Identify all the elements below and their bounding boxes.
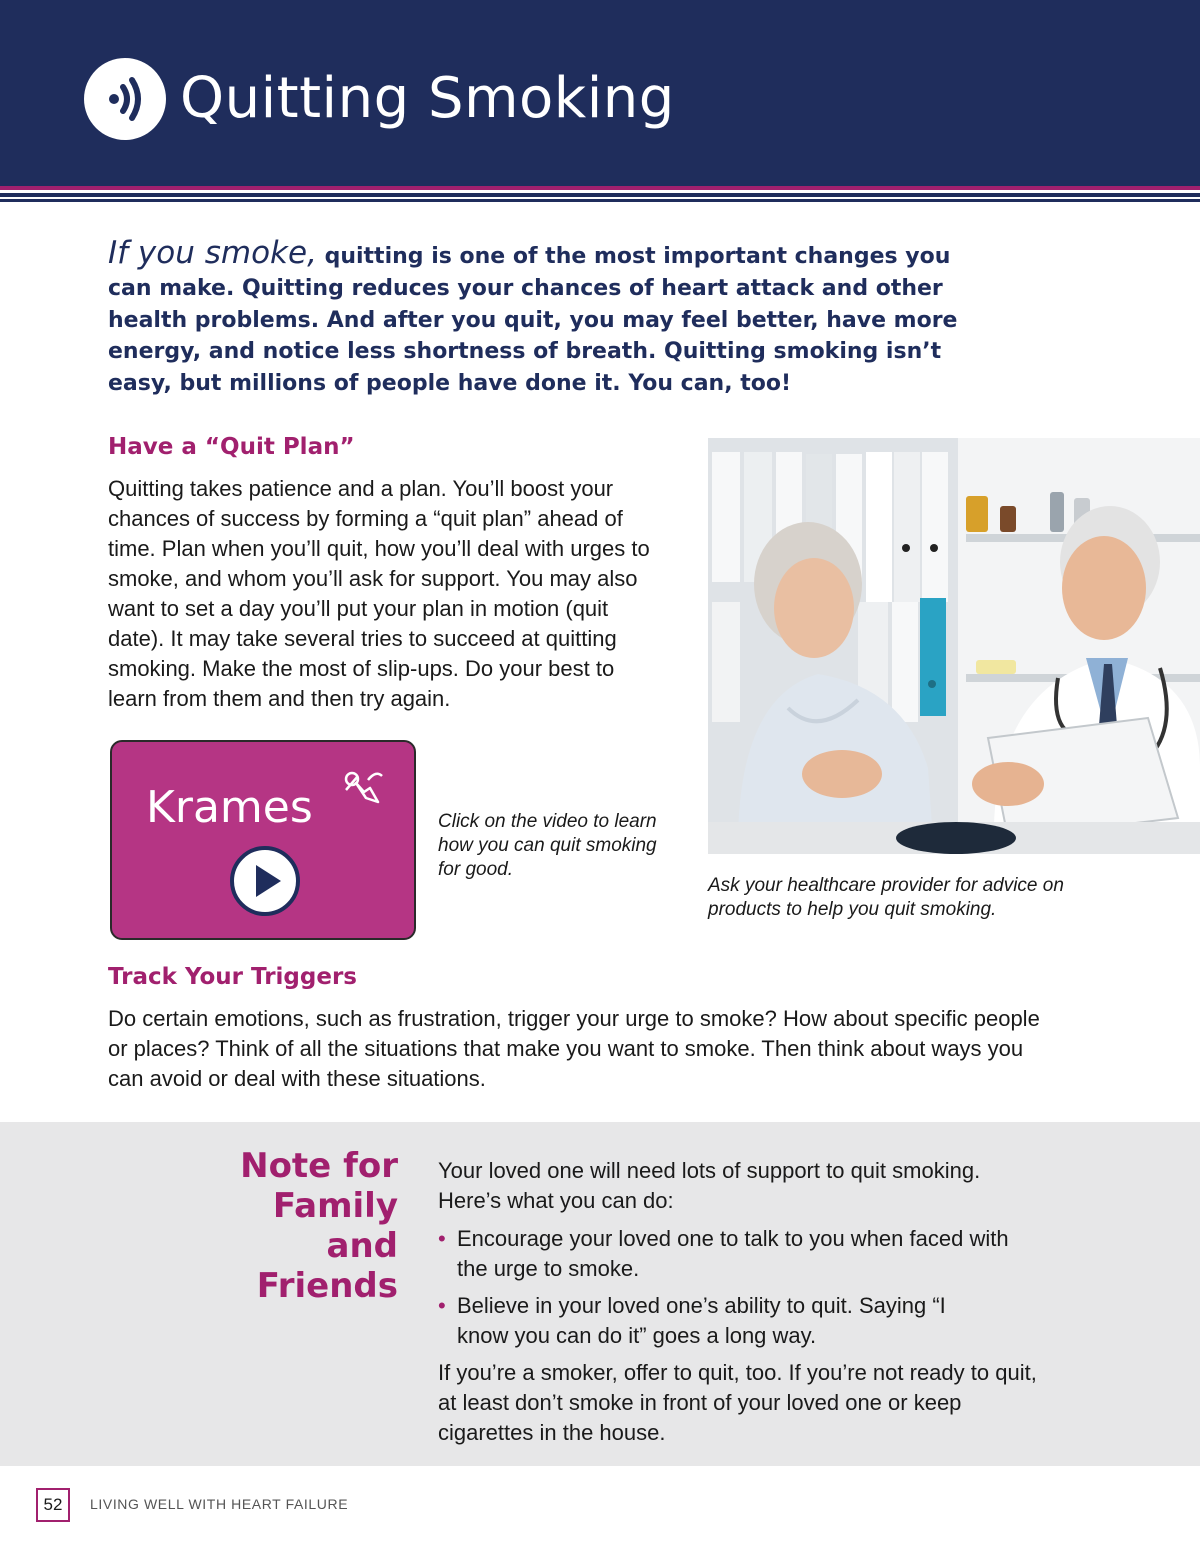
play-icon [234,850,296,912]
note-title-line: Family [272,1186,398,1226]
triggers-body: Do certain emotions, such as frustration, trigger your urge to smoke? How about specific people or places? Think of all the situations that make you want to smoke. Then think about ways you can avoid or deal with these situations. [108,1006,1040,1091]
krames-video[interactable] [110,740,416,940]
note-closing: If you’re a smoker, offer to quit, too. If you’re not ready to quit, at least don’t smoke in front of your loved one or keep cigarettes in the house. [438,1360,1037,1445]
hummingbird-icon [342,768,392,820]
page-title: Quitting Smoking [180,66,675,131]
page-number: 52 [36,1488,70,1522]
note-intro: Your loved one will need lots of support to quit smoking. Here’s what you can do: [438,1158,981,1213]
photo-caption: Ask your healthcare provider for advice on products to help you quit smoking. [708,875,1064,920]
note-bullet: Believe in your loved one’s ability to quit. Saying “I know you can do it” goes a long way. [457,1293,946,1348]
note-title-line: and [326,1226,398,1266]
triggers-heading: Track Your Triggers [108,964,357,990]
intro-paragraph [108,235,998,400]
note-title-line: Friends [256,1266,398,1306]
quit-plan-body: Quitting takes patience and a plan. You’ll boost your chances of success by forming a “quit plan” ahead of time. Plan when you’ll quit, how you’ll deal with urges to smoke, and whom you’ll ask for support. You may also want to set a day you’ll put your plan in motion (quit date). It may take several tries to succeed at quitting smoking. Make the most of slip-ups. Do your best to learn from them and then try again. [108,476,650,711]
doctor-patient-photo [708,438,1200,854]
audio-signal-icon [84,58,166,140]
footer-title: LIVING WELL WITH HEART FAILURE [90,1496,349,1512]
note-bullet: Encourage your loved one to talk to you when faced with the urge to smoke. [457,1226,1009,1281]
bullet-dot: • [438,1293,446,1318]
note-title-line: Note for [240,1146,398,1186]
header-divider-navy-2 [0,199,1200,202]
play-button[interactable] [230,846,300,916]
intro-text: quitting is one of the most important changes you can make. Quitting reduces your chances of heart attack and other health problems. And after you quit, you may feel better, have more energy, and notice less shortness of breath. Quitting smoking isn’t easy, but millions of people have done it. You can, too! [108,244,958,397]
krames-logo: Krames [146,782,313,833]
bullet-dot: • [438,1226,446,1251]
page-header [0,0,1200,186]
quit-plan-heading: Have a “Quit Plan” [108,434,355,460]
intro-lead: If you smoke, [108,235,317,271]
note-title [200,1146,398,1306]
video-caption: Click on the video to learn how you can quit smoking for good. [438,811,657,880]
